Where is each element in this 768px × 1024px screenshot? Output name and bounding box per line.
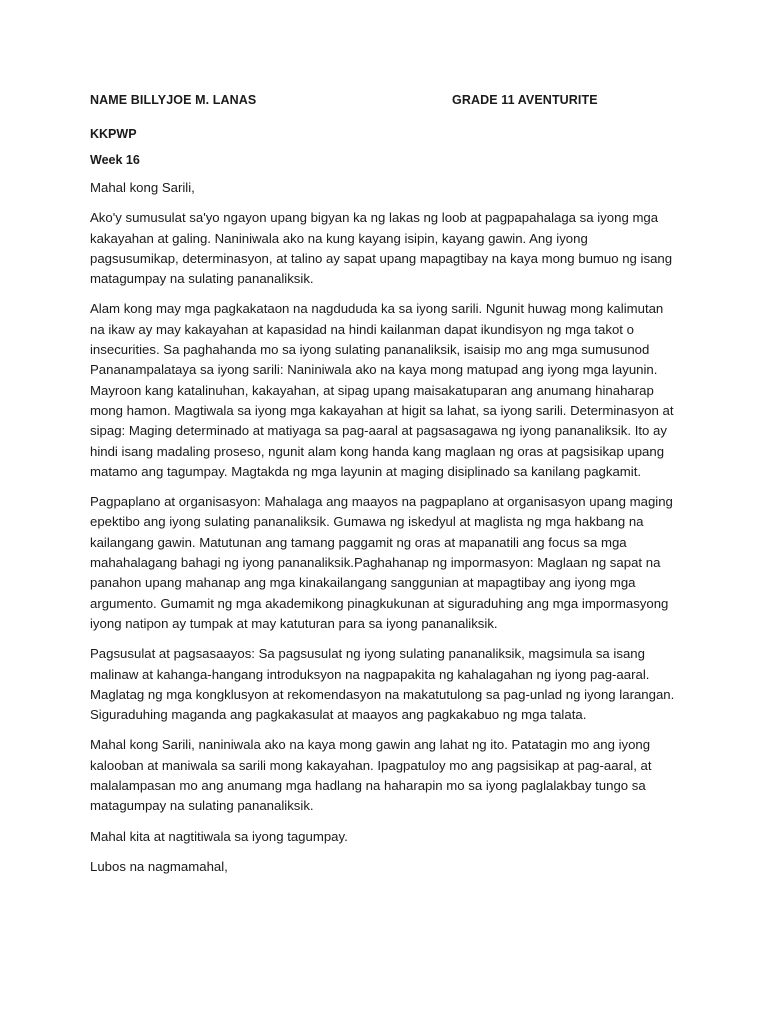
- grade-section: GRADE 11 AVENTURITE: [452, 93, 598, 107]
- letter-paragraph-5: Mahal kong Sarili, naniniwala ako na kaya mong gawin ang lahat ng ito. Patatagin mo ang iyong kalooban at maniwala sa sarili mong kakayahan. Ipagpatuloy mo ang pagsisikap at pag-aaral, at malalampasan mo ang anumang mga hadlang na haharapin mo sa iyong paglalakbay tungo sa matagumpay na sulating pananaliksik.: [90, 737, 652, 814]
- student-name: NAME BILLYJOE M. LANAS: [90, 93, 257, 107]
- document-page: [90, 93, 680, 877]
- letter-salutation: Mahal kong Sarili,: [90, 180, 195, 195]
- letter-closing-line: Mahal kita at nagtitiwala sa iyong tagumpay.: [90, 828, 348, 844]
- header-row: [90, 93, 680, 113]
- week-label: Week 16: [90, 153, 140, 167]
- letter-paragraph-2: Alam kong may mga pagkakataon na nagdududa ka sa iyong sarili. Ngunit huwag mong kalimutan na ikaw ay may kakayahan at kapasidad na hindi kailanman dapat ikundisyon ng mga takot o insecurities. Sa paghahanda mo sa iyong sulating pananaliksik, isaisip mo ang mga sumusunod Pananampalataya sa iyong sarili: Naniniwala ako na kaya mong matupad ang iyong mga layunin. Mayroon kang katalinuhan, kakayahan, at sipag upang maisakatuparan ang anumang hinaharap mong hamon. Magtiwala sa iyong mga kakayahan at higit sa lahat, sa iyong sarili. Determinasyon at sipag: Maging determinado at matiyaga sa pag-aaral at pagsasagawa ng iyong pananaliksik. Ito ay hindi isang madaling proseso, ngunit alam kong handa kang maglaan ng oras at pagsisikap upang matamo ang tagumpay. Magtakda ng mga layunin at maging disiplinado sa kanilang pagkamit.: [90, 301, 674, 479]
- letter-paragraph-4: Pagsusulat at pagsasaayos: Sa pagsusulat ng iyong sulating pananaliksik, magsimula sa isang malinaw at kahanga-hangang introduksyon na nagpapakita ng kahalagahan ng iyong pag-aaral. Maglatag ng mga kongklusyon at rekomendasyon na makatutulong sa pag-unlad ng iyong larangan. Siguraduhing maganda ang pagkakasulat at maayos ang pagkakabuo ng mga talata.: [90, 646, 675, 723]
- letter-signoff: Lubos na nagmamahal,: [90, 858, 228, 874]
- subject-code: KKPWP: [90, 127, 137, 141]
- letter-paragraph-3: Pagpaplano at organisasyon: Mahalaga ang maayos na pagpaplano at organisasyon upang maging epektibo ang iyong sulating pananaliksik. Gumawa ng iskedyul at maglista ng mga hakbang na kailangang gawin. Matutunan ang tamang paggamit ng oras at mapanatili ang focus sa mga mahahalagang bahagi ng iyong pananaliksik.Paghahanap ng impormasyon: Maglaan ng sapat na panahon upang mahanap ang mga kinakailangang sanggunian at mapagtibay ang iyong mga argumento. Gumamit ng mga akademikong pinagkukunan at siguraduhing ang mga impormasyong iyong natipon ay tumpak at may katuturan para sa iyong pananaliksik.: [90, 494, 673, 631]
- letter-paragraph-1: Ako'y sumusulat sa'yo ngayon upang bigyan ka ng lakas ng loob at pagpapahalaga sa iyong mga kakayahan at galing. Naniniwala ako na kung kayang isipin, kayang gawin. Ang iyong pagsusumikap, determinasyon, at talino ay sapat upang mapagtibay na kaya mong bumuo ng isang matagumpay na sulating pananaliksik.: [90, 210, 673, 287]
